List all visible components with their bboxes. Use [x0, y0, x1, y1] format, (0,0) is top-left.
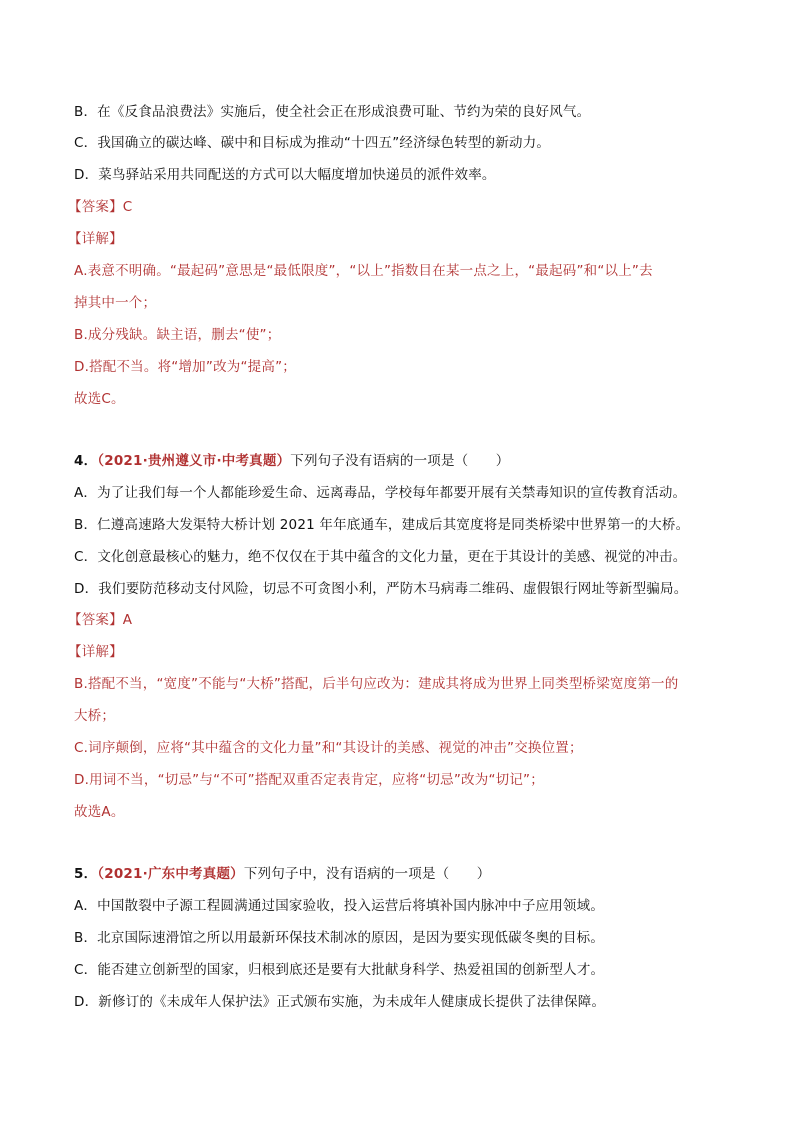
question-4-option-a: A．为了让我们每一个人都能珍爱生命、远离毒品，学校每年都要开展有关禁毒知识的宣传教育活动。 [74, 485, 687, 501]
question-4-option-b: B．仁遵高速路大发渠特大桥计划 2021 年年底通车，建成后其宽度将是同类桥梁中世界第一的大桥。 [74, 517, 690, 533]
question-4-detail-line-2: 大桥； [74, 708, 116, 724]
question-5-number: 5． [74, 866, 98, 882]
prev-option-c: C．我国确立的碳达峰、碳中和目标成为推动“十四五”经济绿色转型的新动力。 [74, 135, 551, 151]
question-4-option-c: C．文化创意最核心的魅力，绝不仅仅在于其中蕴含的文化力量，更在于其设计的美感、视觉的冲击。 [74, 549, 687, 565]
prev-detail-line-2: 掉其中一个； [74, 295, 157, 311]
question-5-option-b: B．北京国际速滑馆之所以用最新环保技术制冰的原因，是因为要实现低碳冬奥的目标。 [74, 930, 605, 946]
question-4-source: （2021·贵州遵义市·中考真题） [97, 453, 291, 469]
question-4-answer: 【答案】A [68, 612, 133, 628]
question-4-stem: 下列句子没有语病的一项是（ ） [290, 453, 510, 469]
prev-detail-label: 【详解】 [68, 231, 123, 247]
question-5-heading [74, 865, 744, 883]
question-4-detail-label: 【详解】 [68, 644, 123, 660]
question-4-detail-line-3: C.词序颠倒，应将“其中蕴含的文化力量”和“其设计的美感、视觉的冲击”交换位置； [74, 740, 583, 756]
question-4-option-d: D．我们要防范移动支付风险，切忌不可贪图小利，严防木马病毒二维码、虚假银行网址等新型骗局。 [74, 581, 688, 597]
question-4-heading [74, 452, 744, 470]
prev-detail-line-4: D.搭配不当。将“增加”改为“提高”； [74, 359, 296, 375]
question-5-stem: 下列句子中，没有语病的一项是（ ） [243, 866, 491, 882]
prev-detail-line-5: 故选C。 [74, 391, 125, 407]
question-5-source: （2021·广东中考真题） [97, 866, 244, 882]
question-4-detail-line-1: B.搭配不当，“宽度”不能与“大桥”搭配，后半句应改为：建成其将成为世界上同类型桥梁宽度第一的 [74, 676, 679, 692]
prev-answer: 【答案】C [68, 199, 133, 215]
question-4-detail-line-4: D.用词不当，“切忌”与“不可”搭配双重否定表肯定，应将“切忌”改为“切记”； [74, 772, 544, 788]
prev-detail-line-1: A.表意不明确。“最起码”意思是“最低限度”，“以上”指数目在某一点之上，“最起码”和“以上”去 [74, 263, 653, 279]
question-5-option-d: D．新修订的《未成年人保护法》正式颁布实施，为未成年人健康成长提供了法律保障。 [74, 994, 606, 1010]
prev-option-b: B．在《反食品浪费法》实施后，使全社会正在形成浪费可耻、节约为荣的良好风气。 [74, 104, 591, 120]
question-4-detail-line-5: 故选A。 [74, 804, 125, 820]
prev-option-d: D．菜鸟驿站采用共同配送的方式可以大幅度增加快递员的派件效率。 [74, 167, 496, 183]
question-5-option-a: A．中国散裂中子源工程圆满通过国家验收，投入运营后将填补国内脉冲中子应用领域。 [74, 898, 605, 914]
question-4-number: 4． [74, 453, 98, 469]
question-5-option-c: C．能否建立创新型的国家，归根到底还是要有大批献身科学、热爱祖国的创新型人才。 [74, 962, 605, 978]
prev-detail-line-3: B.成分残缺。缺主语，删去“使”； [74, 327, 281, 343]
